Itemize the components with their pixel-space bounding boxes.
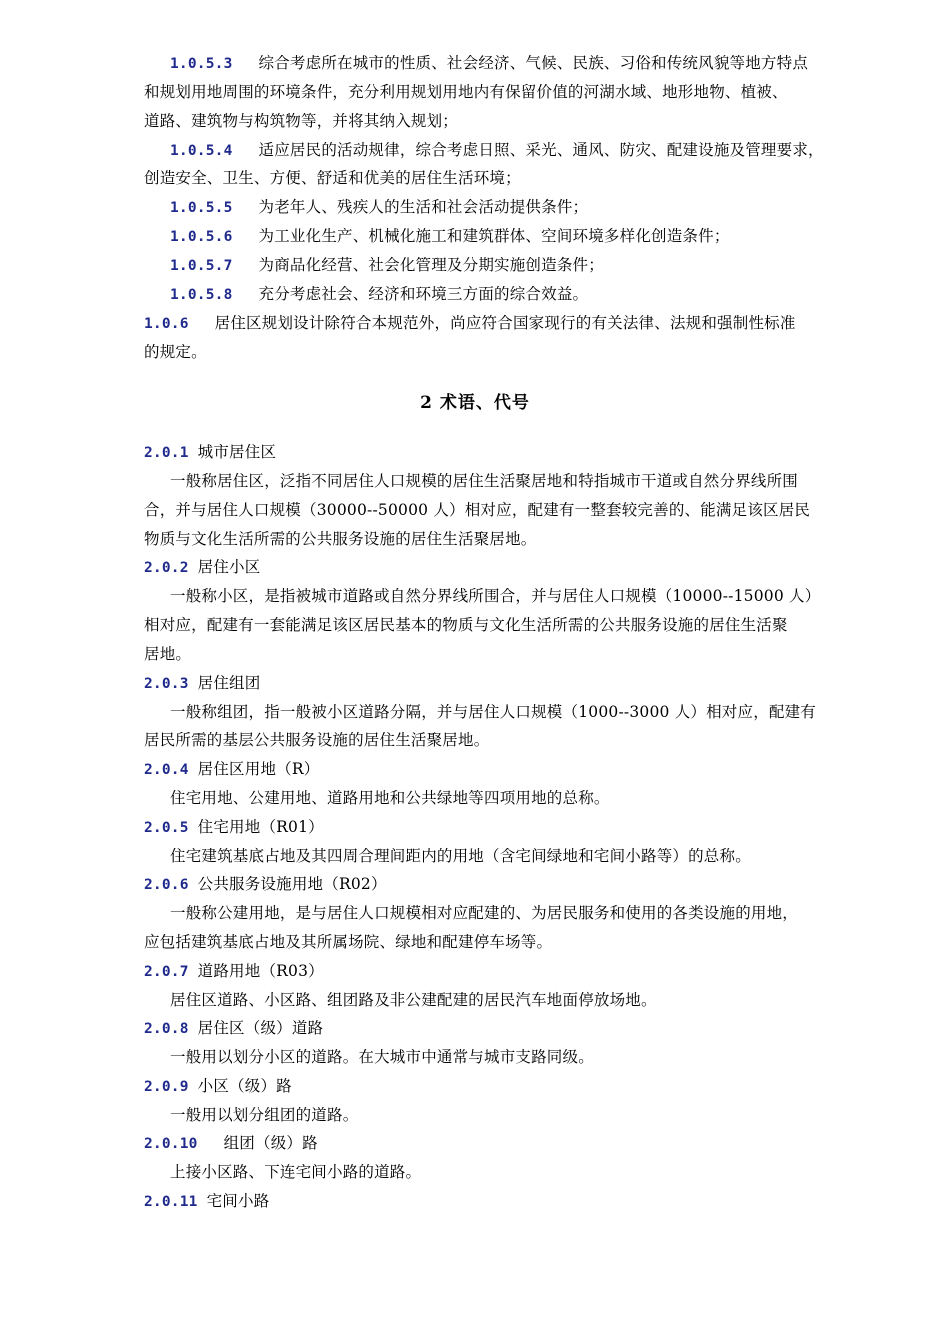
clause-number: 1.0.5.7 bbox=[170, 258, 233, 274]
clause-1-0-6-line-2: 的规定。 bbox=[144, 343, 207, 361]
clause-1-0-5-8 bbox=[170, 284, 588, 305]
term-title: 城市居住区 bbox=[197, 443, 277, 461]
term-2-0-8-line-1: 一般用以划分小区的道路。在大城市中通常与城市支路同级。 bbox=[170, 1048, 594, 1066]
term-2-0-2-line-2: 相对应，配建有一套能满足该区居民基本的物质与文化生活所需的公共服务设施的居住生活聚 bbox=[144, 616, 788, 634]
term-2-0-1-line-3: 物质与文化生活所需的公共服务设施的居住生活聚居地。 bbox=[144, 530, 537, 548]
term-number: 2.0.8 bbox=[144, 1021, 189, 1037]
term-2-0-6-line-1: 一般称公建用地，是与居住人口规模相对应配建的、为居民服务和使用的各类设施的用地， bbox=[170, 904, 799, 922]
term-2-0-6-line-2: 应包括建筑基底占地及其所属场院、绿地和配建停车场等。 bbox=[144, 933, 553, 951]
clause-number: 1.0.5.5 bbox=[170, 200, 233, 216]
clause-number: 1.0.5.6 bbox=[170, 229, 233, 245]
term-2-0-10-title bbox=[144, 1133, 318, 1154]
term-title: 居住区（级）道路 bbox=[197, 1019, 324, 1037]
clause-1-0-5-4-line-2: 创造安全、卫生、方便、舒适和优美的居住生活环境； bbox=[144, 169, 521, 187]
term-2-0-9-line-1: 一般用以划分组团的道路。 bbox=[170, 1106, 359, 1124]
clause-1-0-5-3-line-1 bbox=[170, 53, 808, 74]
term-2-0-2-line-3: 居地。 bbox=[144, 645, 192, 663]
term-number: 2.0.1 bbox=[144, 445, 189, 461]
term-2-0-2-line-1: 一般称小区，是指被城市道路或自然分界线所围合，并与居住人口规模（10000--15000 人） bbox=[170, 587, 821, 605]
term-2-0-11-title bbox=[144, 1191, 269, 1212]
term-number: 2.0.9 bbox=[144, 1079, 189, 1095]
term-2-0-1-line-2: 合，并与居住人口规模（30000--50000 人）相对应，配建有一整套较完善的、能满足该区居民 bbox=[144, 501, 811, 519]
clause-text: 为商品化经营、社会化管理及分期实施创造条件； bbox=[258, 256, 604, 274]
term-2-0-8-title bbox=[144, 1018, 323, 1039]
term-number: 2.0.5 bbox=[144, 820, 189, 836]
term-title: 居住组团 bbox=[197, 674, 261, 692]
term-2-0-1-line-1: 一般称居住区，泛指不同居住人口规模的居住生活聚居地和特指城市干道或自然分界线所围 bbox=[170, 472, 799, 490]
clause-1-0-5-3-line-3: 道路、建筑物与构筑物等，并将其纳入规划； bbox=[144, 112, 459, 130]
clause-text: 适应居民的活动规律，综合考虑日照、采光、通风、防灾、配建设施及管理要求， bbox=[258, 141, 824, 159]
term-2-0-2-title bbox=[144, 557, 260, 578]
clause-number: 1.0.5.8 bbox=[170, 287, 233, 303]
clause-1-0-5-4-line-1 bbox=[170, 140, 824, 161]
term-title: 组团（级）路 bbox=[223, 1134, 318, 1152]
term-2-0-3-line-1: 一般称组团，指一般被小区道路分隔，并与居住人口规模（1000--3000 人）相对应，配建有 bbox=[170, 703, 816, 721]
clause-number: 1.0.5.3 bbox=[170, 56, 233, 72]
term-number: 2.0.2 bbox=[144, 560, 189, 576]
clause-1-0-5-6 bbox=[170, 226, 730, 247]
clause-1-0-5-7 bbox=[170, 255, 604, 276]
term-2-0-4-title bbox=[144, 759, 319, 780]
clause-number: 1.0.5.4 bbox=[170, 143, 233, 159]
term-2-0-7-title bbox=[144, 961, 324, 982]
term-number: 2.0.6 bbox=[144, 877, 189, 893]
clause-text: 居住区规划设计除符合本规范外，尚应符合国家现行的有关法律、法规和强制性标准 bbox=[214, 314, 796, 332]
term-2-0-5-title bbox=[144, 817, 324, 838]
clause-number: 1.0.6 bbox=[144, 316, 189, 332]
term-2-0-3-line-2: 居民所需的基层公共服务设施的居住生活聚居地。 bbox=[144, 731, 490, 749]
term-2-0-4-line-1: 住宅用地、公建用地、道路用地和公共绿地等四项用地的总称。 bbox=[170, 789, 610, 807]
section-heading: 2 术语、代号 bbox=[420, 393, 530, 413]
term-title: 住宅用地（R01） bbox=[197, 818, 324, 836]
term-2-0-7-line-1: 居住区道路、小区路、组团路及非公建配建的居民汽车地面停放场地。 bbox=[170, 991, 657, 1009]
clause-1-0-6-line-1 bbox=[144, 313, 796, 334]
term-title: 宅间小路 bbox=[206, 1192, 270, 1210]
term-title: 公共服务设施用地（R02） bbox=[197, 875, 387, 893]
clause-text: 综合考虑所在城市的性质、社会经济、气候、民族、习俗和传统风貌等地方特点 bbox=[258, 54, 809, 72]
term-number: 2.0.4 bbox=[144, 762, 189, 778]
term-title: 居住小区 bbox=[197, 558, 261, 576]
term-number: 2.0.11 bbox=[144, 1194, 198, 1210]
term-title: 小区（级）路 bbox=[197, 1077, 292, 1095]
term-number: 2.0.7 bbox=[144, 964, 189, 980]
clause-text: 为老年人、残疾人的生活和社会活动提供条件； bbox=[258, 198, 589, 216]
term-2-0-1-title bbox=[144, 442, 276, 463]
clause-text: 充分考虑社会、经济和环境三方面的综合效益。 bbox=[258, 285, 589, 303]
term-number: 2.0.10 bbox=[144, 1136, 198, 1152]
term-2-0-5-line-1: 住宅建筑基底占地及其四周合理间距内的用地（含宅间绿地和宅间小路等）的总称。 bbox=[170, 847, 751, 865]
clause-1-0-5-3-line-2: 和规划用地周围的环境条件，充分利用规划用地内有保留价值的河湖水域、地形地物、植被、 bbox=[144, 83, 788, 101]
clause-1-0-5-5 bbox=[170, 197, 588, 218]
term-2-0-3-title bbox=[144, 673, 260, 694]
term-2-0-6-title bbox=[144, 874, 387, 895]
term-2-0-10-line-1: 上接小区路、下连宅间小路的道路。 bbox=[170, 1163, 422, 1181]
clause-text: 为工业化生产、机械化施工和建筑群体、空间环境多样化创造条件； bbox=[258, 227, 730, 245]
term-title: 道路用地（R03） bbox=[197, 962, 324, 980]
term-2-0-9-title bbox=[144, 1076, 292, 1097]
term-title: 居住区用地（R） bbox=[197, 760, 320, 778]
term-number: 2.0.3 bbox=[144, 676, 189, 692]
